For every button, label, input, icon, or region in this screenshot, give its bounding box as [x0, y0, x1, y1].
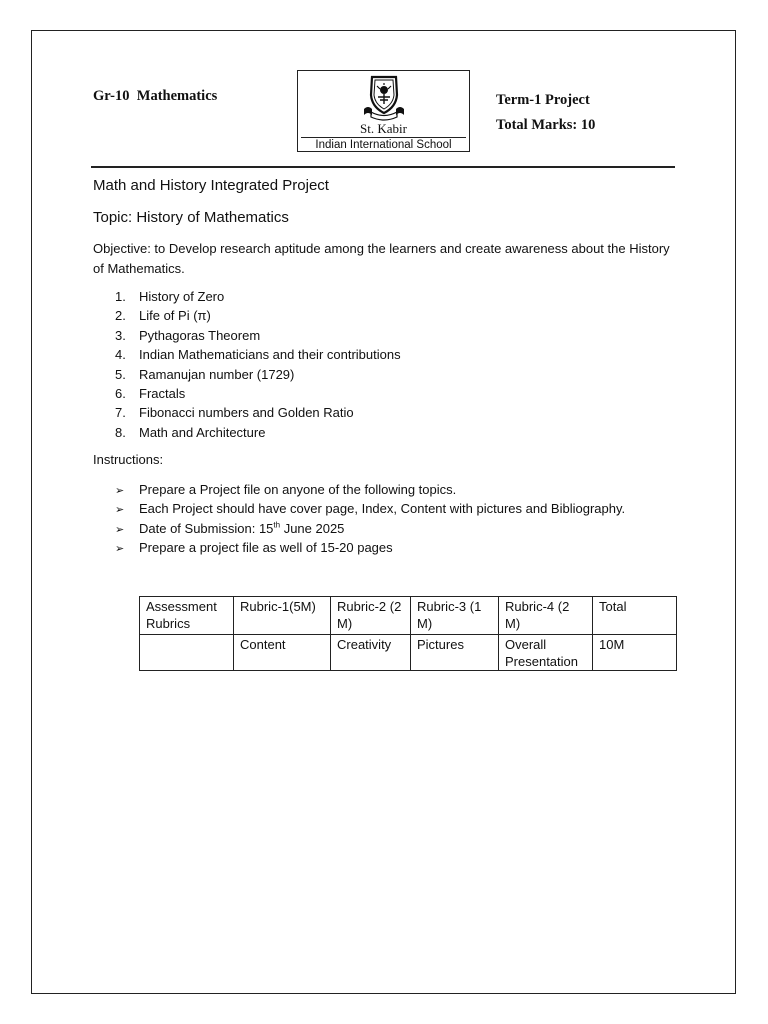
- logo-school-name: St. Kabir: [360, 121, 407, 136]
- arrow-bullet-icon: ➢: [115, 485, 125, 497]
- term-project-label: Term-1 Project: [496, 92, 590, 108]
- list-item: 2. Life of Pi (π): [115, 308, 211, 324]
- list-item: ➢ Prepare a project file as well of 15-20 pages: [93, 538, 625, 557]
- list-item: 4. Indian Mathematicians and their contributions: [115, 347, 401, 363]
- school-crest-icon: [360, 73, 408, 121]
- arrow-bullet-icon: ➢: [115, 504, 125, 517]
- arrow-bullet-icon: ➢: [115, 523, 125, 536]
- rubric-table: [139, 596, 677, 671]
- grade-subject-heading: Gr-10 Mathematics: [93, 88, 218, 104]
- table-row: Content Creativity Pictures Overall Presentation 10M: [140, 635, 677, 671]
- list-item: ➢ Date of Submission: 15th June 2025: [93, 519, 625, 538]
- list-item: 1. History of Zero: [115, 289, 225, 304]
- school-logo: [297, 70, 470, 152]
- project-title: Math and History Integrated Project: [93, 177, 329, 194]
- project-info: [496, 88, 595, 138]
- list-item: ➢ Each Project should have cover page, Index, Content with pictures and Bibliography.: [93, 499, 625, 518]
- list-item: 8. Math and Architecture: [115, 424, 266, 440]
- instructions-list: [93, 480, 625, 558]
- objective-text: Objective: to Develop research aptitude among the learners and create awareness about the History of Mathematics.: [93, 241, 670, 276]
- table-row: Assessment Rubrics Rubric-1(5M) Rubric-2 (2 M) Rubric-3 (1 M) Rubric-4 (2 M) Total: [140, 597, 677, 635]
- topic-list: [93, 287, 401, 442]
- list-item: 3. Pythagoras Theorem: [115, 327, 261, 343]
- list-item: ➢ Prepare a Project file on anyone of the following topics.: [93, 480, 625, 499]
- arrow-bullet-icon: ➢: [115, 543, 125, 556]
- topic-heading: Topic: History of Mathematics: [93, 209, 289, 226]
- list-item: 6. Fractals: [115, 385, 186, 401]
- list-item: 5. Ramanujan number (1729): [115, 366, 295, 382]
- instructions-label: Instructions:: [93, 452, 164, 467]
- list-item: 7. Fibonacci numbers and Golden Ratio: [115, 405, 354, 421]
- total-marks-label: Total Marks: 10: [496, 117, 596, 133]
- header-divider: [91, 166, 675, 168]
- logo-school-subtitle: Indian International School: [301, 137, 466, 152]
